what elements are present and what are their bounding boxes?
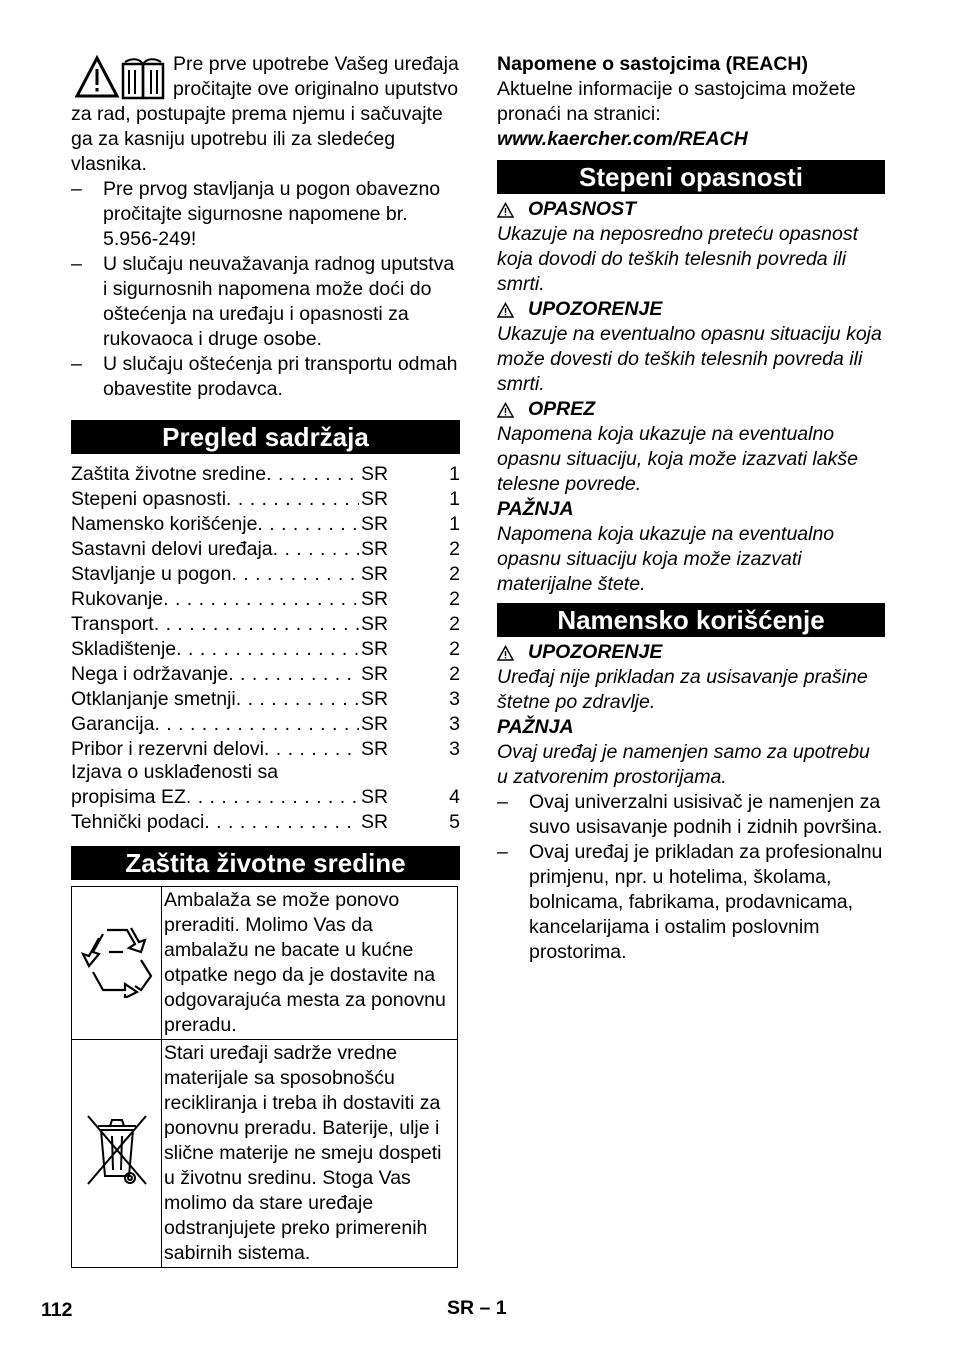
toc-entry-lang: SR — [361, 488, 389, 510]
list-item: – U slučaju neuvažavanja radnog uputstva i sigurnosnih napomena može doći do oštećenja na uređaju i opasnosti za rukovaoca i druge osobe. — [71, 253, 455, 350]
toc-entry-label: propisima EZ — [71, 786, 186, 808]
toc-entry-label: Stavljanje u pogon — [71, 563, 232, 585]
toc-entry[interactable] — [71, 512, 460, 537]
toc-entry[interactable] — [71, 662, 460, 687]
toc-entry-page: 1 — [449, 488, 460, 510]
crossed-out-bin-icon — [84, 1112, 150, 1188]
toc-entry[interactable] — [71, 462, 460, 487]
toc-entry-label: Tehnički podaci — [71, 811, 205, 833]
intro-block — [71, 52, 460, 177]
reach-link[interactable]: www.kaercher.com/REACH — [497, 128, 748, 150]
toc-entry-lang: SR — [361, 638, 389, 660]
toc-entry-lang: SR — [361, 786, 389, 808]
warning-triangle-icon — [497, 402, 514, 418]
toc-entry-page: 4 — [449, 786, 460, 808]
caution-label: OPREZ — [528, 398, 596, 420]
toc-entry[interactable] — [71, 737, 460, 762]
intro-text: Pre prve upotrebe Vašeg uređaja pročitajte ove originalno uputstvo za rad, postupajte prema njemu i sačuvajte ga za kasniju upotrebu ili za sledećeg vlasnika. — [71, 53, 459, 175]
use-attention-text: Ovaj uređaj je namenjen samo za upotrebu u zatvorenim prostorijama. — [497, 741, 870, 788]
table-of-contents — [71, 462, 460, 835]
toc-entry-label: Garancija — [71, 713, 155, 735]
danger-text: Ukazuje na neposredno preteću opasnost koja dovodi do teških telesnih povreda ili smrti. — [497, 223, 858, 295]
toc-entry-page: 3 — [449, 738, 460, 760]
toc-entry-page: 1 — [449, 463, 460, 485]
toc-entry-label: Namensko korišćenje — [71, 513, 258, 535]
toc-entry-label: Skladištenje — [71, 638, 177, 660]
toc-entry-page: 2 — [449, 613, 460, 635]
toc-entry-lang: SR — [361, 713, 389, 735]
danger-label: OPASNOST — [528, 198, 636, 220]
toc-entry[interactable] — [71, 587, 460, 612]
toc-entry-page: 5 — [449, 811, 460, 833]
toc-entry[interactable] — [71, 762, 460, 810]
toc-entry-lang: SR — [361, 663, 389, 685]
toc-entry-label: Rukovanje — [71, 588, 164, 610]
table-row — [72, 887, 458, 1040]
page-number: 112 — [41, 1299, 73, 1321]
toc-entry-label: Transport — [71, 613, 154, 635]
right-column — [497, 52, 885, 965]
environment-table — [71, 886, 458, 1268]
toc-entry-page: 1 — [449, 513, 460, 535]
toc-entry-page: 2 — [449, 563, 460, 585]
warning-triangle-icon — [497, 302, 514, 318]
list-item: – Ovaj univerzalni usisivač je namenjen za suvo usisavanje podnih i zidnih površina. — [497, 791, 883, 838]
toc-entry-lang: SR — [361, 688, 389, 710]
hazard-heading: Stepeni opasnosti — [497, 160, 885, 194]
weee-text: Stari uređaji sadrže vredne materijale sa sposobnošću recikliranja i treba ih dostaviti za ponovnu preradu. Baterije, ulje i slične materije ne smeju dospeti u životnu sredinu. Stoga Vas molimo da stare uređaje odstranjujete preko primerenih sabirnih sistema. — [162, 1040, 458, 1268]
warning-triangle-icon — [497, 645, 514, 661]
environment-heading: Zaštita životne sredine — [71, 846, 460, 880]
use-warning-text: Uređaj nije prikladan za usisavanje prašine štetne po zdravlje. — [497, 666, 868, 713]
caution-text: Napomena koja ukazuje na eventualno opasnu situaciju, koja može izazvati lakše telesne povrede. — [497, 423, 858, 495]
left-column — [71, 52, 460, 1268]
toc-entry-page: 2 — [449, 588, 460, 610]
attention-label: PAŽNJA — [497, 498, 574, 520]
list-item: – Ovaj uređaj je prikladan za profesionalnu primjenu, npr. u hotelima, školama, bolnicama, fabrikama, prodavnicama, kancelarijama i ostalim poslovnim prostorima. — [497, 841, 883, 963]
toc-entry[interactable] — [71, 687, 460, 712]
toc-entry[interactable] — [71, 712, 460, 737]
use-warning-label: UPOZORENJE — [528, 641, 663, 663]
toc-entry-label: Otklanjanje smetnji — [71, 688, 236, 710]
toc-entry-label: Pribor i rezervni delovi — [71, 738, 264, 760]
toc-entry-page: 3 — [449, 713, 460, 735]
toc-entry-lang: SR — [361, 588, 389, 610]
warning-triangle-icon — [497, 202, 514, 218]
list-item: – U slučaju oštećenja pri transportu odmah obavestite prodavca. — [71, 353, 458, 400]
toc-entry[interactable] — [71, 562, 460, 587]
warning-read-manual-icon — [75, 54, 167, 102]
warning-text: Ukazuje na eventualno opasnu situaciju koja može dovesti do teških telesnih povreda ili smrti. — [497, 323, 882, 395]
toc-entry[interactable] — [71, 810, 460, 835]
section-label: SR – 1 — [447, 1297, 507, 1319]
toc-entry-lang: SR — [361, 738, 389, 760]
toc-entry[interactable] — [71, 612, 460, 637]
reach-heading: Napomene o sastojcima (REACH) — [497, 53, 808, 75]
toc-entry-lang: SR — [361, 513, 389, 535]
toc-entry[interactable] — [71, 487, 460, 512]
toc-entry-page: 3 — [449, 688, 460, 710]
warning-label: UPOZORENJE — [528, 298, 663, 320]
use-attention-label: PAŽNJA — [497, 716, 574, 738]
toc-entry-page: 2 — [449, 638, 460, 660]
toc-entry-lang: SR — [361, 811, 389, 833]
toc-entry-label: Zaštita životne sredine — [71, 463, 267, 485]
toc-entry-label: Stepeni opasnosti — [71, 488, 227, 510]
toc-entry[interactable] — [71, 637, 460, 662]
toc-entry-label: Sastavni delovi uređaja — [71, 538, 273, 560]
toc-entry-lang: SR — [361, 563, 389, 585]
list-item: – Pre prvog stavljanja u pogon obavezno pročitajte sigurnosne napomene br. 5.956-249! — [71, 178, 441, 250]
toc-entry-label: Nega i održavanje — [71, 663, 229, 685]
toc-entry-label: Izjava o usklađenosti sa — [71, 761, 279, 783]
toc-entry-lang: SR — [361, 538, 389, 560]
toc-entry[interactable] — [71, 537, 460, 562]
recycle-icon — [79, 922, 155, 998]
toc-entry-lang: SR — [361, 613, 389, 635]
toc-heading: Pregled sadržaja — [71, 420, 460, 454]
table-row — [72, 1040, 458, 1268]
toc-entry-page: 2 — [449, 663, 460, 685]
toc-entry-lang: SR — [361, 463, 389, 485]
recycle-text: Ambalaža se može ponovo preraditi. Molimo Vas da ambalažu ne bacate u kućne otpatke nego da je dostavite na odgovarajuća mesta za ponovnu preradu. — [162, 887, 458, 1040]
reach-text: Aktuelne informacije o sastojcima možete pronaći na stranici: — [497, 78, 856, 125]
toc-entry-page: 2 — [449, 538, 460, 560]
attention-text: Napomena koja ukazuje na eventualno opasnu situaciju koja može izazvati materijalne štete. — [497, 523, 835, 595]
intended-use-heading: Namensko korišćenje — [497, 603, 885, 637]
